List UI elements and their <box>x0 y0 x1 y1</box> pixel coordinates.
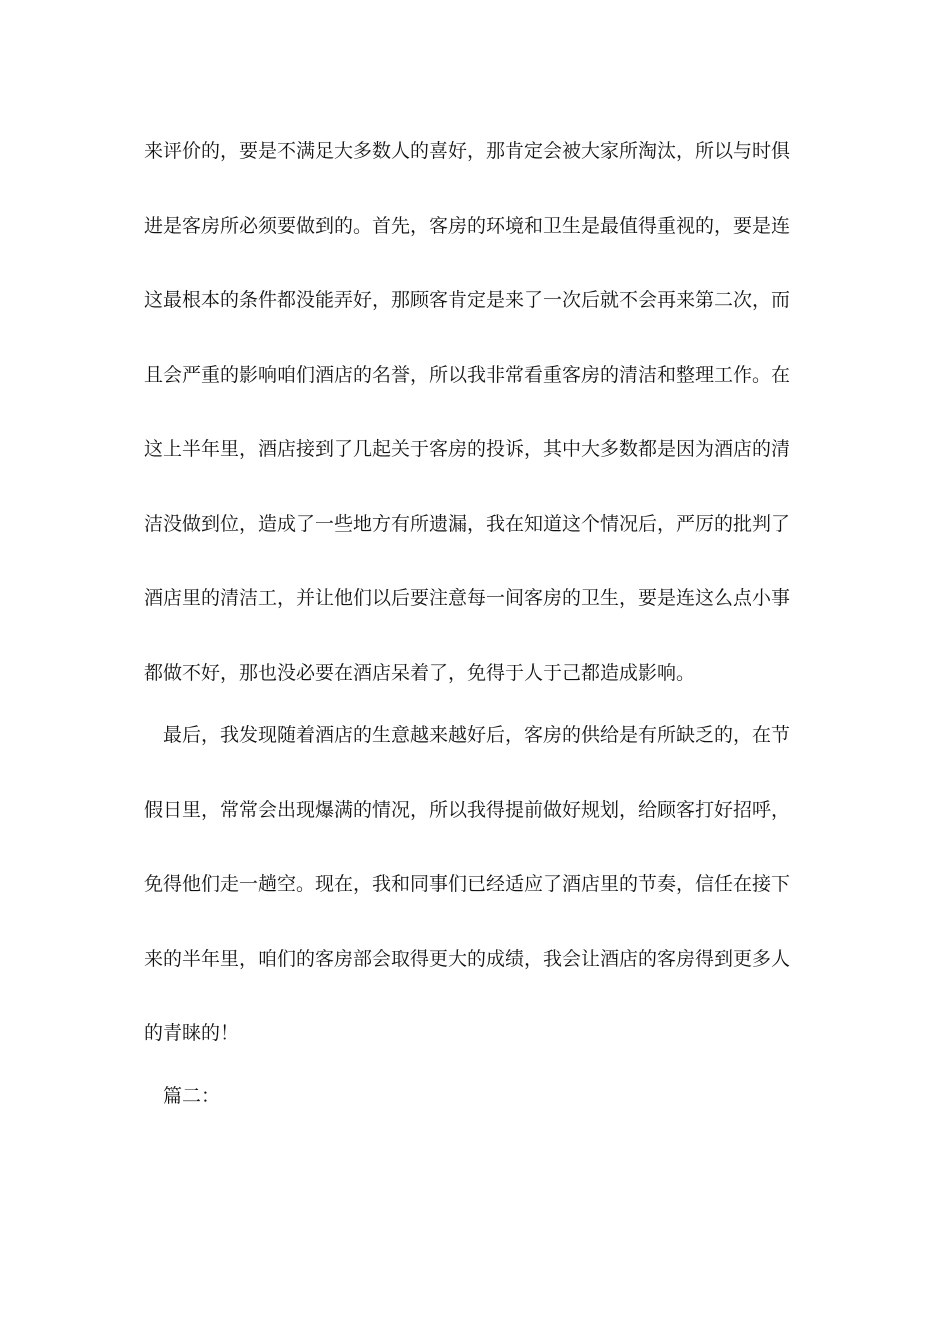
text-line: 免得他们走一趟空。现在，我和同事们已经适应了酒店里的节奏，信任在接下 <box>144 873 791 895</box>
text-line: 洁没做到位，造成了一些地方有所遗漏，我在知道这个情况后，严厉的批判了 <box>144 513 791 535</box>
text-line: 且会严重的影响咱们酒店的名誉，所以我非常看重客房的清洁和整理工作。在 <box>144 364 791 386</box>
text-line: 假日里，常常会出现爆满的情况，所以我得提前做好规划，给顾客打好招呼， <box>144 799 791 821</box>
text-line: 进是客房所必须要做到的。首先，客房的环境和卫生是最值得重视的，要是连 <box>144 215 791 237</box>
text-line: 都做不好，那也没必要在酒店呆着了，免得于人于己都造成影响。 <box>144 662 696 684</box>
text-line: 最后，我发现随着酒店的生意越来越好后，客房的供给是有所缺乏的，在节 <box>163 724 791 746</box>
text-line: 来评价的，要是不满足大多数人的喜好，那肯定会被大家所淘汰，所以与时俱 <box>144 140 791 162</box>
text-line: 来的半年里，咱们的客房部会取得更大的成绩，我会让酒店的客房得到更多人 <box>144 948 791 970</box>
text-line: 这最根本的条件都没能弄好，那顾客肯定是来了一次后就不会再来第二次，而 <box>144 289 791 311</box>
text-line: 这上半年里，酒店接到了几起关于客房的投诉，其中大多数都是因为酒店的清 <box>144 438 791 460</box>
text-line: 酒店里的清洁工，并让他们以后要注意每一间客房的卫生，要是连这么点小事 <box>144 587 791 609</box>
text-line: 的青睐的！ <box>144 1022 240 1044</box>
section-heading: 篇二： <box>163 1085 221 1107</box>
